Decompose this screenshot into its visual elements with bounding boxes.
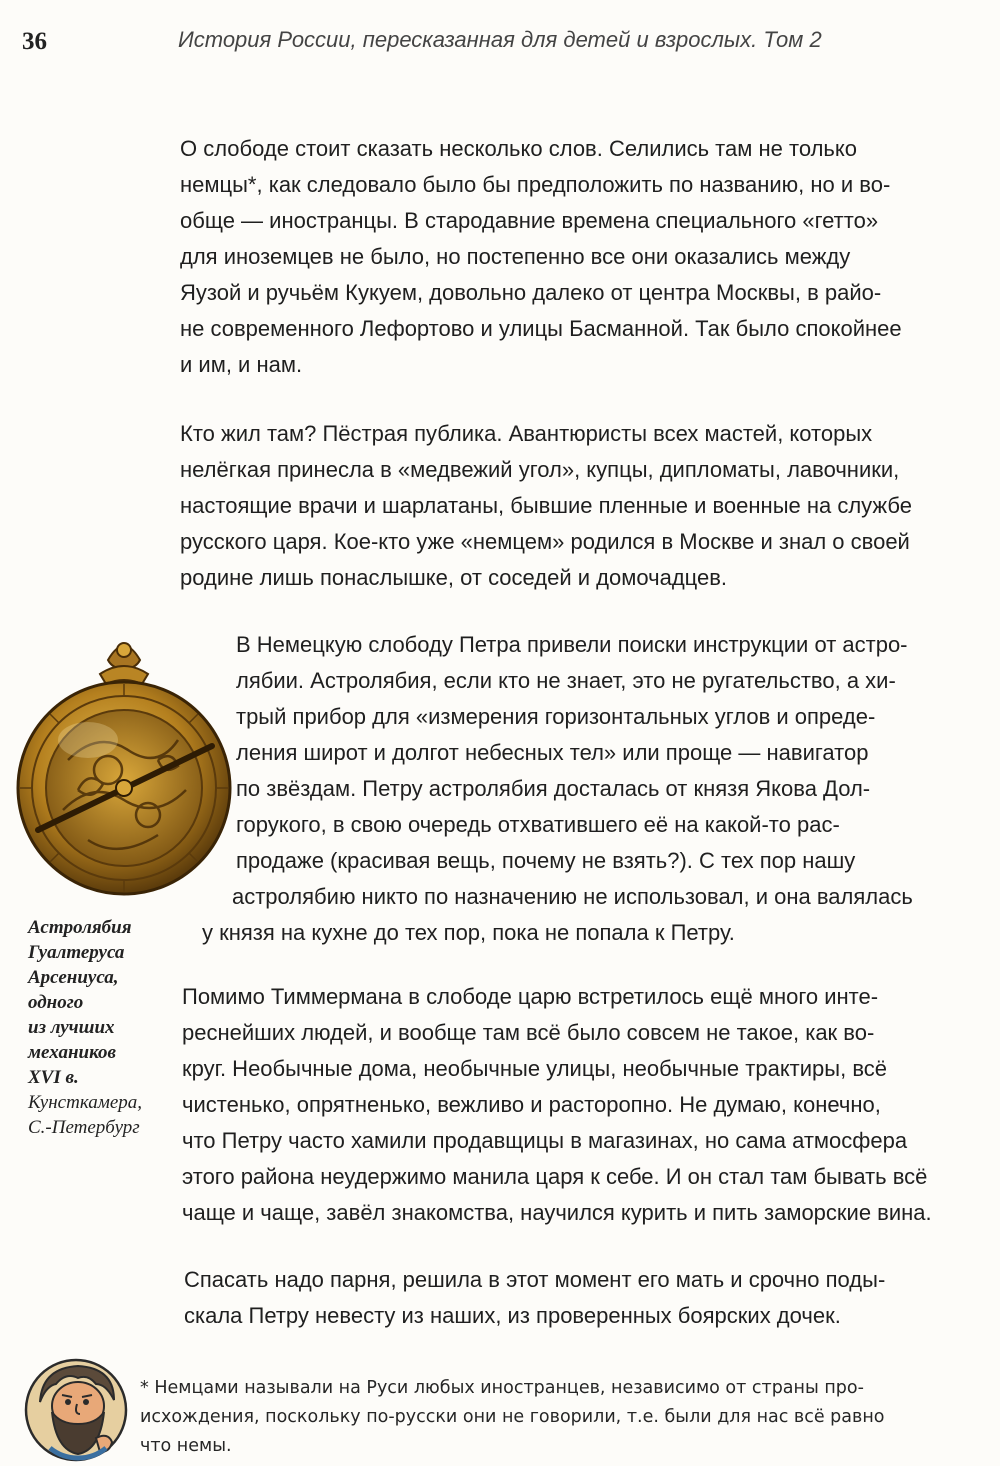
caption-line: Кунсткамера, (28, 1092, 143, 1113)
page-number: 36 (22, 28, 47, 55)
text-line: горукого, в свою очередь отхватившего её на какой-то рас- (236, 812, 840, 837)
text-line: реснейших людей, и вообще там всё было совсем не такое, как во- (182, 1020, 875, 1045)
footnote-line: * Немцами называли на Руси любых иностранцев, независимо от страны про- (140, 1378, 864, 1398)
text-line: чистенько, опрятненько, вежливо и расторопно. Не думаю, конечно, (182, 1092, 881, 1117)
text-line: продаже (красивая вещь, почему не взять?). С тех пор нашу (236, 848, 856, 873)
paragraph-4 (182, 979, 932, 1231)
bearded-man-icon (22, 1354, 134, 1462)
text-line: по звёздам. Петру астролябия досталась от князя Якова Дол- (236, 776, 871, 801)
caption-line: одного (28, 992, 84, 1013)
text-line: В Немецкую слободу Петра привели поиски инструкции от астро- (236, 632, 908, 657)
paragraph-3 (202, 627, 913, 951)
text-line: О слободе стоит сказать несколько слов. Селились там не только (180, 136, 857, 161)
image-caption (28, 915, 178, 1140)
text-line: ления широт и долгот небесных тел» или проще — навигатор (236, 740, 869, 765)
caption-line: Астролябия (28, 917, 132, 938)
caption-line: Гуалтеруса (28, 942, 125, 963)
text-line: настоящие врачи и шарлатаны, бывшие пленные и военные на службе (180, 493, 912, 518)
caption-line: С.-Петербург (28, 1117, 140, 1138)
text-line: и им, и нам. (180, 352, 303, 377)
text-line: Помимо Тиммермана в слободе царю встретилось ещё много инте- (182, 984, 879, 1009)
text-line: у князя на кухне до тех пор, пока не попала к Петру. (202, 920, 735, 945)
text-line: Яузой и ручьём Кукуем, довольно далеко от центра Москвы, в райо- (180, 280, 882, 305)
text-line: что Петру часто хамили продавщицы в магазинах, но сама атмосфера (182, 1128, 908, 1153)
text-line: круг. Необычные дома, необычные улицы, необычные трактиры, всё (182, 1056, 887, 1081)
text-line: Спасать надо парня, решила в этот момент его мать и срочно поды- (184, 1267, 886, 1292)
text-line: для иноземцев не было, но постепенно все они оказались между (180, 244, 851, 269)
text-line: скала Петру невесту из наших, из проверенных боярских дочек. (184, 1303, 841, 1328)
text-line: трый прибор для «измерения горизонтальных углов и опреде- (236, 704, 876, 729)
footnote-line: исхождения, поскольку по-русски они не говорили, т.е. были для нас всё равно (140, 1407, 885, 1427)
text-line: астролябию никто по назначению не использовал, и она валялась (232, 884, 913, 909)
paragraph-1 (180, 131, 902, 383)
text-line: чаще и чаще, завёл знакомства, научился курить и пить заморские вина. (182, 1200, 932, 1225)
text-line: русского царя. Кое-кто уже «немцем» родился в Москве и знал о своей (180, 529, 910, 554)
text-line: родине лишь понаслышке, от соседей и домочадцев. (180, 565, 728, 590)
footnote-line: что немы. (140, 1436, 232, 1456)
text-line: этого района неудержимо манила царя к себе. И он стал там бывать всё (182, 1164, 928, 1189)
caption-line: из лучших (28, 1017, 115, 1038)
astrolabe-image (8, 630, 240, 902)
text-line: обще — иностранцы. В стародавние времена специального «гетто» (180, 208, 879, 233)
text-line: не современного Лефортово и улицы Басманной. Так было спокойнее (180, 316, 902, 341)
caption-line: XVI в. (28, 1067, 79, 1088)
paragraph-5 (184, 1262, 885, 1334)
footnote (140, 1374, 990, 1461)
caption-line: механиков (28, 1042, 116, 1063)
caption-line: Арсениуса, (28, 967, 119, 988)
text-line: нелёгкая принесла в «медвежий угол», купцы, дипломаты, лавочники, (180, 457, 900, 482)
text-line: немцы*, как следовало было бы предположить по названию, но и во- (180, 172, 891, 197)
text-line: Кто жил там? Пёстрая публика. Авантюристы всех мастей, которых (180, 421, 873, 446)
running-title: История России, пересказанная для детей и взрослых. Том 2 (178, 27, 822, 52)
text-line: лябии. Астролябия, если кто не знает, это не ругательство, а хи- (236, 668, 896, 693)
paragraph-2 (180, 416, 912, 596)
